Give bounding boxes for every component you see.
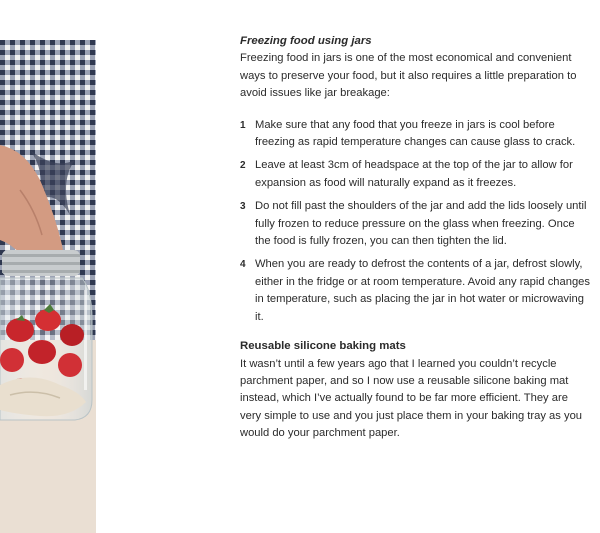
list-item [240,198,590,250]
freezing-intro: Freezing food in jars is one of the most economical and convenient ways to preserve your food, but it also requires a little preparation to avoid issues like jar breakage: [240,52,577,100]
list-item [240,256,590,326]
step-text: When you are ready to defrost the contents of a jar, defrost slowly, either in the fridge or at room temperature. Avoid any rapid changes in temperature, such as placing the jar in hot water or microwaving it. [255,258,590,323]
step-number: 2 [240,160,246,172]
freezing-heading: Freezing food using jars [240,35,372,47]
silicone-body: It wasn’t until a few years ago that I learned you couldn’t recycle parchment paper, and so I now use a reusable silicone baking mat instead, which I’ve actually found to be far more efficient. They are very simple to use and you just place them in your baking tray as you would do your parchment paper. [240,357,583,440]
step-text: Leave at least 3cm of headspace at the top of the jar to allow for expansion as food will naturally expand as it freezes. [255,159,573,189]
step-number: 1 [240,119,246,131]
list-item [240,157,590,192]
step-text: Make sure that any food that you freeze in jars is cool before freezing as rapid temperature changes can cause glass to crack. [255,118,576,149]
freezing-steps-list [240,117,590,326]
step-number: 4 [240,259,246,271]
silicone-heading: Reusable silicone baking mats [240,340,406,353]
photo-jar-strawberries [0,40,96,533]
step-number: 3 [240,201,246,213]
article-text [240,33,590,443]
list-item [240,117,590,152]
step-text: Do not fill past the shoulders of the jar and add the lids loosely until fully frozen to reduce pressure on the glass when freezing. Once the food is fully frozen, you can then tighten the lid. [255,200,587,248]
